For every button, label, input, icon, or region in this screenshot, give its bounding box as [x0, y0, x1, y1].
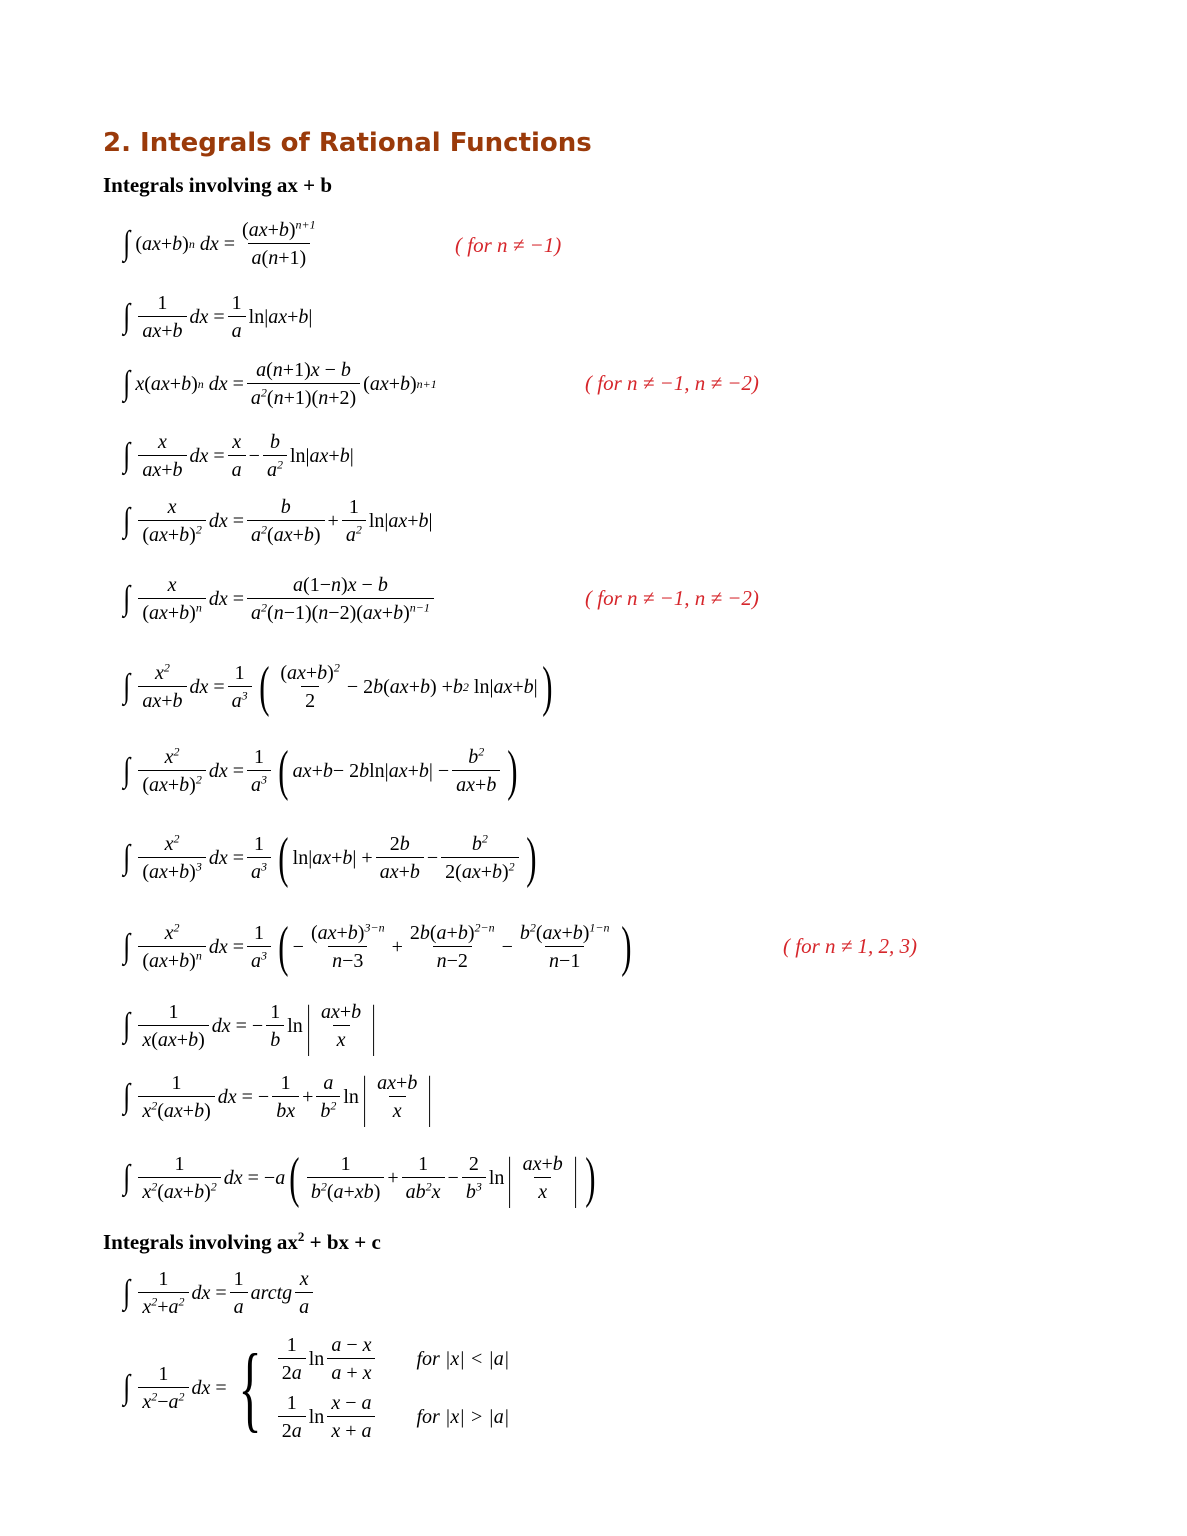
- condition-note-1: ( for n ≠ −1): [455, 233, 562, 257]
- condition-note-4: ( for n ≠ 1, 2, 3): [783, 934, 918, 958]
- formula-x2-over-linear-n: ∫ $\frac{x^2}{(ax+b)^n}$ dx = $\frac{1}{a^3}$ ( − $\frac{(ax+b)^{3-n}}{n-3}$ + $\frac{2b(a+b)^{2-n}}{n-2}$ − $\frac{b^2(ax+b)^{1-n}}{n-1}$ ): [123, 915, 631, 978]
- formula-1-over-x-linear: ∫ $\frac{1}{x(ax+b)}$ dx = − $\frac{1}{b}$ ln | $\frac{ax+b}{x}$ |: [123, 994, 376, 1057]
- condition-note-2: ( for n ≠ −1, n ≠ −2): [585, 371, 759, 395]
- formula-power: ∫ ( ax + b ) n dx = $\frac{(ax+b)^{n+1}}{a(n+1)}$: [123, 216, 316, 269]
- formula-x2-over-linear-cube: ∫ $\frac{x^2}{(ax+b)^3}$ dx = $\frac{1}{a^3}$ ( ln| ax + b | + $\frac{2b}{ax+b}$ − $\frac{b^2}{2(ax+b)^2}$ ): [123, 826, 537, 889]
- formula-x2-over-linear: ∫ $\frac{x^2}{ax+b}$ dx = $\frac{1}{a^3}$ ( $\frac{(ax+b)^2}{2}$ − 2 b ( ax + b ) + b 2 ln| ax + b | ): [123, 655, 553, 718]
- condition-abs-greater: for |x| > |a|: [416, 1405, 510, 1428]
- formula-x-over-linear-sq: ∫ $\frac{x}{(ax+b)^2}$ dx = $\frac{b}{a^2(ax+b)}$ + $\frac{1}{a^2}$ ln| ax + b |: [123, 495, 433, 546]
- subheading-quadratic: Integrals involving $ax^2$ + bx + c: [103, 1229, 381, 1254]
- formula-1-over-x2-plus-a2: ∫ $\frac{1}{x^2+a^2}$ dx = $\frac{1}{a}$ arctg $\frac{x}{a}$: [122, 1292, 316, 1293]
- formula-1-over-x2-linear-sq: ∫ $\frac{1}{x^2(ax+b)^2}$ dx = − a ( $\frac{1}{b^2(a+xb)}$ + $\frac{1}{ab^2x}$ − $\frac{2}{b^3}$ ln | $\frac{ax+b}{x}$ | ): [123, 1146, 596, 1209]
- section-title: 2. Integrals of Rational Functions: [103, 128, 592, 158]
- formula-reciprocal: ∫ $\frac{1}{ax+b}$ dx = $\frac{1}{a}$ ln| ax + b |: [123, 291, 313, 342]
- formula-x2-over-linear-sq: ∫ $\frac{x^2}{(ax+b)^2}$ dx = $\frac{1}{a^3}$ ( ax + b − 2 b ln| ax + b | − $\frac{b^2}{ax+b}$ ): [123, 739, 518, 802]
- formula-x-over-linear-n: ∫ $\frac{x}{(ax+b)^n}$ dx = $\frac{a(1-n)x - b}{a^2(n-1)(n-2)(ax+b)^{n-1}}$: [122, 598, 437, 599]
- formula-x-power: ∫ x ( ax + b ) n dx = $\frac{a(n+1)x - b}{a^2(n+1)(n+2)}$ ( ax + b ) n+1: [123, 358, 437, 409]
- formula-1-over-x2-linear: ∫ $\frac{1}{x^2(ax+b)}$ dx = − $\frac{1}{bx}$ + $\frac{a}{b^2}$ ln | $\frac{ax+b}{x}$ |: [123, 1065, 432, 1128]
- formula-1-over-x2-minus-a2: ∫ $\frac{1}{x^2-a^2}$ dx = { $\frac{1}{2a}$ ln $\frac{a - x}{a + x}$ for |x| < |a| $\frac{1}{2a}$ ln $\frac{x - a}{x + a}$ for |x| > |a|: [123, 1333, 510, 1442]
- condition-abs-less: for |x| < |a|: [416, 1347, 510, 1370]
- condition-note-3: ( for n ≠ −1, n ≠ −2): [585, 586, 759, 610]
- formula-x-over-linear: ∫ $\frac{x}{ax+b}$ dx = $\frac{x}{a}$ − $\frac{b}{a^2}$ ln| ax + b |: [123, 430, 354, 481]
- subheading-ax-b: Integrals involving ax + b: [103, 173, 333, 197]
